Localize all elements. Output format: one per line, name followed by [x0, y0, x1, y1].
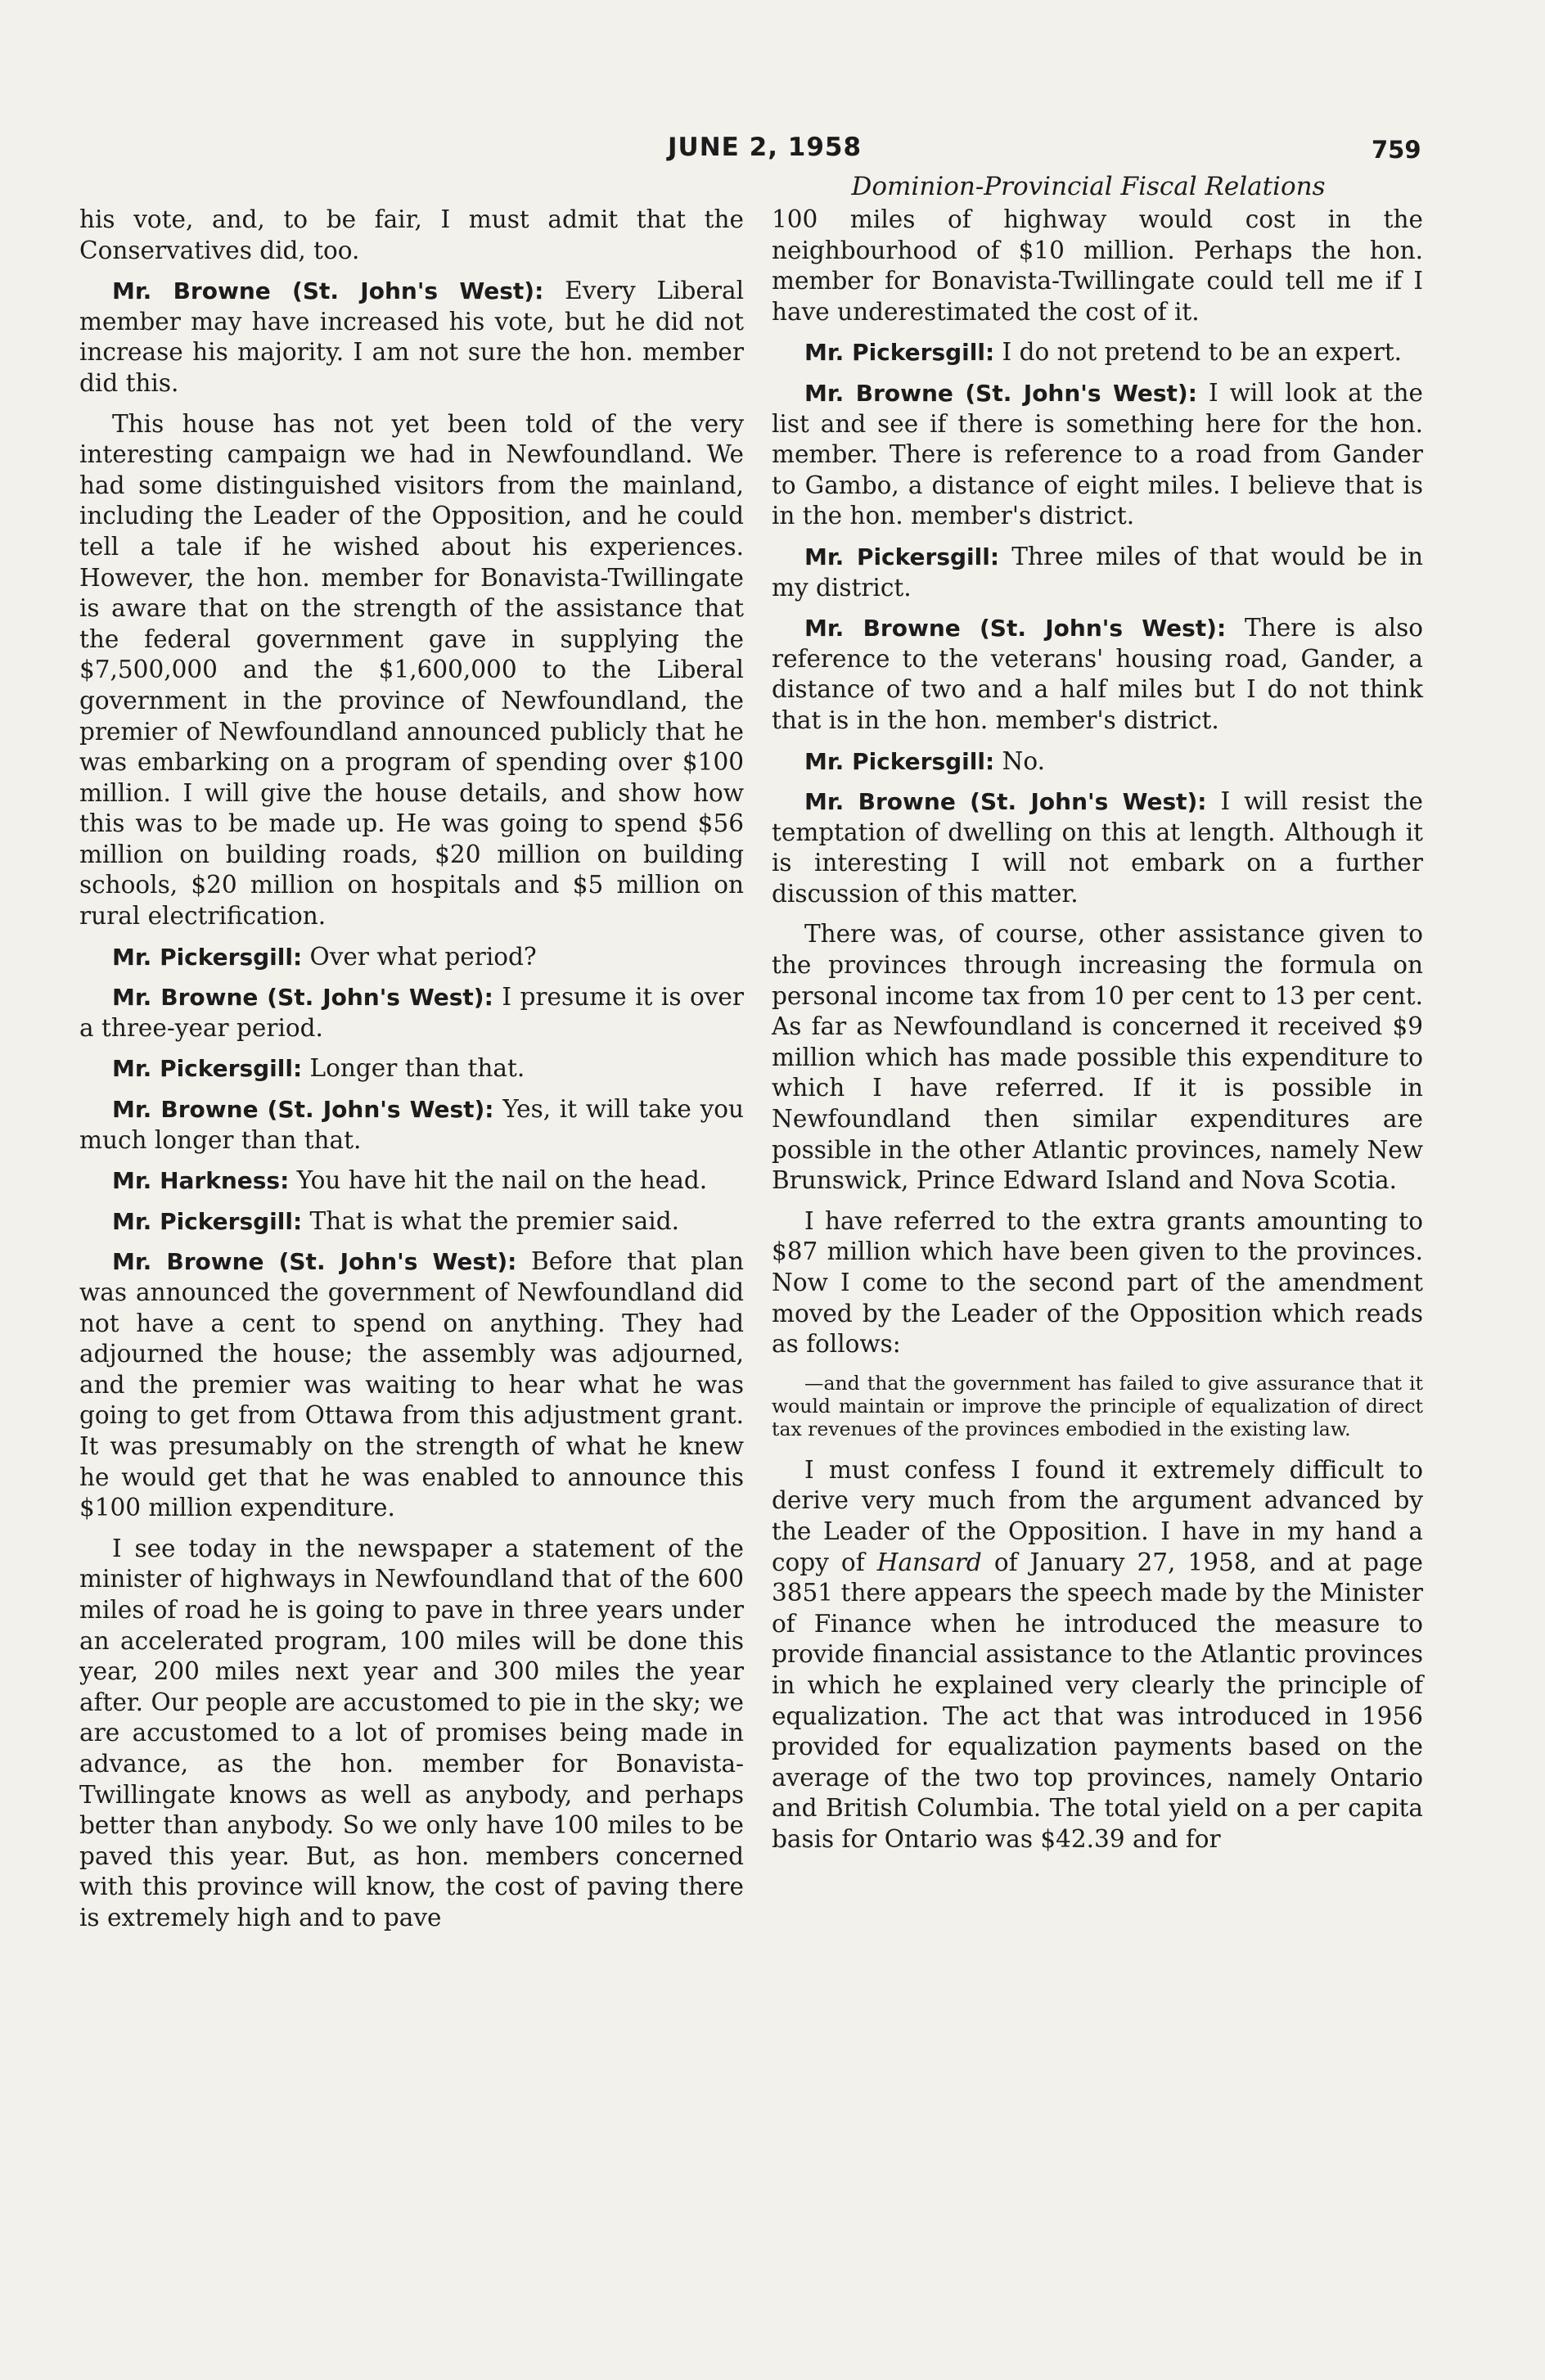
- speaker-name: Mr. Browne (St. John's West):: [804, 615, 1227, 642]
- right-column: [772, 205, 1423, 1865]
- speaker-name: Mr. Pickersgill:: [804, 747, 995, 775]
- speaker-name: Mr. Browne (St. John's West):: [112, 277, 544, 305]
- speaker-name: Mr. Browne (St. John's West):: [112, 984, 493, 1012]
- paragraph: I have referred to the extra grants amounting to $87 million which have been given to the provinces. Now I come to the second part of the amendment moved by the Leader of the Opposition which reads as follows:: [772, 1206, 1423, 1359]
- speech: [772, 542, 1423, 603]
- speech-text: I will resist the temptation of dwelling on this at length. Although it is interesting I will not embark on a further discussion of this matter.: [772, 787, 1423, 908]
- speaker-name: Mr. Pickersgill:: [112, 1055, 303, 1083]
- speaker-name: Mr. Pickersgill:: [112, 943, 303, 971]
- speech: [79, 1165, 744, 1197]
- amendment-quote: —and that the government has failed to give assurance that it would maintain or improve the principle of equalization of direct tax revenues of the provinces embodied in the existing law.: [772, 1371, 1423, 1440]
- speech: [79, 1094, 744, 1156]
- paragraph: [772, 1455, 1423, 1855]
- paragraph-text: of January 27, 1958, and at page 3851 there appears the speech made by the Minister of Finance when he introduced the measure to provide financial assistance to the Atlantic provinces in which he explained very clearly the principle of equalization. The act that was introduced in 1956 provided for equalization payments based on the average of the two top provinces, namely Ontario and British Columbia. The total yield on a per capita basis for Ontario was $42.39 and for: [772, 1548, 1423, 1853]
- paragraph: 100 miles of highway would cost in the neighbourhood of $10 million. Perhaps the hon. member for Bonavista-Twillingate could tell me if I have underestimated the cost of it.: [772, 205, 1423, 326]
- paragraph: There was, of course, other assistance given to the provinces through increasing the formula on personal income tax from 10 per cent to 13 per cent. As far as Newfoundland is concerned it received $9 million which has made possible this expenditure to which I have referred. If it is possible in Newfoundland then similar expenditures are possible in the other Atlantic provinces, namely New Brunswick, Prince Edward Island and Nova Scotia.: [772, 920, 1423, 1195]
- speaker-name: Mr. Pickersgill:: [112, 1207, 303, 1235]
- speaker-name: Mr. Pickersgill:: [804, 339, 995, 367]
- speech: [79, 1246, 744, 1523]
- speech-text: No.: [994, 746, 1045, 775]
- speech-text: That is what the premier said.: [302, 1206, 679, 1235]
- speech: [772, 378, 1423, 532]
- speaker-name: Mr. Browne (St. John's West):: [112, 1096, 494, 1124]
- paragraph: This house has not yet been told of the very interesting campaign we had in Newfoundland. We had some distinguished visitors from the mainland, including the Leader of the Opposition, and he could tell a tale if he wished about his experiences. However, the hon. member for Bonavista-Twillingate is aware that on the strength of the assistance that the federal government gave in supplying the $7,500,000 and the $1,600,000 to the Liberal government in the province of Newfoundland, the premier of Newfoundland announced publicly that he was embarking on a program of spending over $100 million. I will give the house details, and show how this was to be made up. He was going to spend $56 million on building roads, $20 million on building schools, $20 million on hospitals and $5 million on rural electrification.: [79, 409, 744, 931]
- speaker-name: Mr. Browne (St. John's West):: [804, 379, 1197, 407]
- speech-text: Over what period?: [302, 942, 537, 971]
- speech-text: Yes, it will take you much longer than that.: [79, 1095, 744, 1154]
- speech-text: I presume it is over a three-year period.: [79, 983, 744, 1042]
- speaker-name: Mr. Browne (St. John's West):: [804, 788, 1207, 816]
- speech: [772, 746, 1423, 778]
- speech: [79, 1053, 744, 1084]
- paragraph: his vote, and, to be fair, I must admit that the Conservatives did, too.: [79, 205, 744, 264]
- speech: [772, 337, 1423, 368]
- speech-text: I will look at the list and see if there is something here for the hon. member. There is reference to a road from Gander to Gambo, a distance of eight miles. I believe that is in the hon. member's district.: [772, 378, 1423, 530]
- speaker-name: Mr. Browne (St. John's West):: [112, 1248, 517, 1276]
- speech: [79, 1206, 744, 1237]
- paragraph: I see today in the newspaper a statement of the minister of highways in Newfoundland that of the 600 miles of road he is going to pave in three years under an accelerated program, 100 miles will be done this year, 200 miles next year and 300 miles the year after. Our people are accustomed to pie in the sky; we are accustomed to a lot of promises being made in advance, as the hon. member for Bonavista-Twillingate knows as well as anybody, and perhaps better than anybody. So we only have 100 miles to be paved this year. But, as hon. members concerned with this province will know, the cost of paving there is extremely high and to pave: [79, 1534, 744, 1931]
- speech-text: You have hit the nail on the head.: [289, 1166, 708, 1195]
- speech-text: There is also reference to the veterans' housing road, Gander, a distance of two and a half miles but I do not think that is in the hon. member's district.: [772, 614, 1423, 734]
- speaker-name: Mr. Harkness:: [112, 1167, 290, 1195]
- speech-text: Longer than that.: [302, 1054, 525, 1083]
- speech-text: Three miles of that would be in my district.: [772, 542, 1423, 602]
- speech: [772, 613, 1423, 736]
- speech: [79, 942, 744, 973]
- speech-text: Every Liberal member may have increased his vote, but he did not increase his majority. I am not sure the hon. member did this.: [79, 277, 745, 397]
- speech: [772, 787, 1423, 909]
- left-column: [79, 205, 744, 1943]
- hansard-title: Hansard: [876, 1548, 982, 1576]
- paragraph-text: I must confess I found it extremely difficult to derive very much from the argument advanced by the Leader of the Opposition. I have in my hand a copy of: [772, 1455, 1423, 1576]
- section-title: Dominion-Provincial Fiscal Relations: [851, 172, 1326, 201]
- speech-text: I do not pretend to be an expert.: [994, 338, 1403, 367]
- speech: [79, 982, 744, 1044]
- page-number: 759: [1372, 136, 1421, 164]
- speaker-name: Mr. Pickersgill:: [804, 543, 1000, 570]
- speech: [79, 276, 744, 399]
- speech-text: Before that plan was announced the government of Newfoundland did not have a cent to spend on anything. They had adjourned the house; the assembly was adjourned, and the premier was waiting to hear what he was going to get from Ottawa from this adjustment grant. It was presumably on the strength of what he knew he would get that he was enabled to announce this $100 million expenditure.: [79, 1247, 744, 1522]
- page-date: JUNE 2, 1958: [668, 133, 863, 162]
